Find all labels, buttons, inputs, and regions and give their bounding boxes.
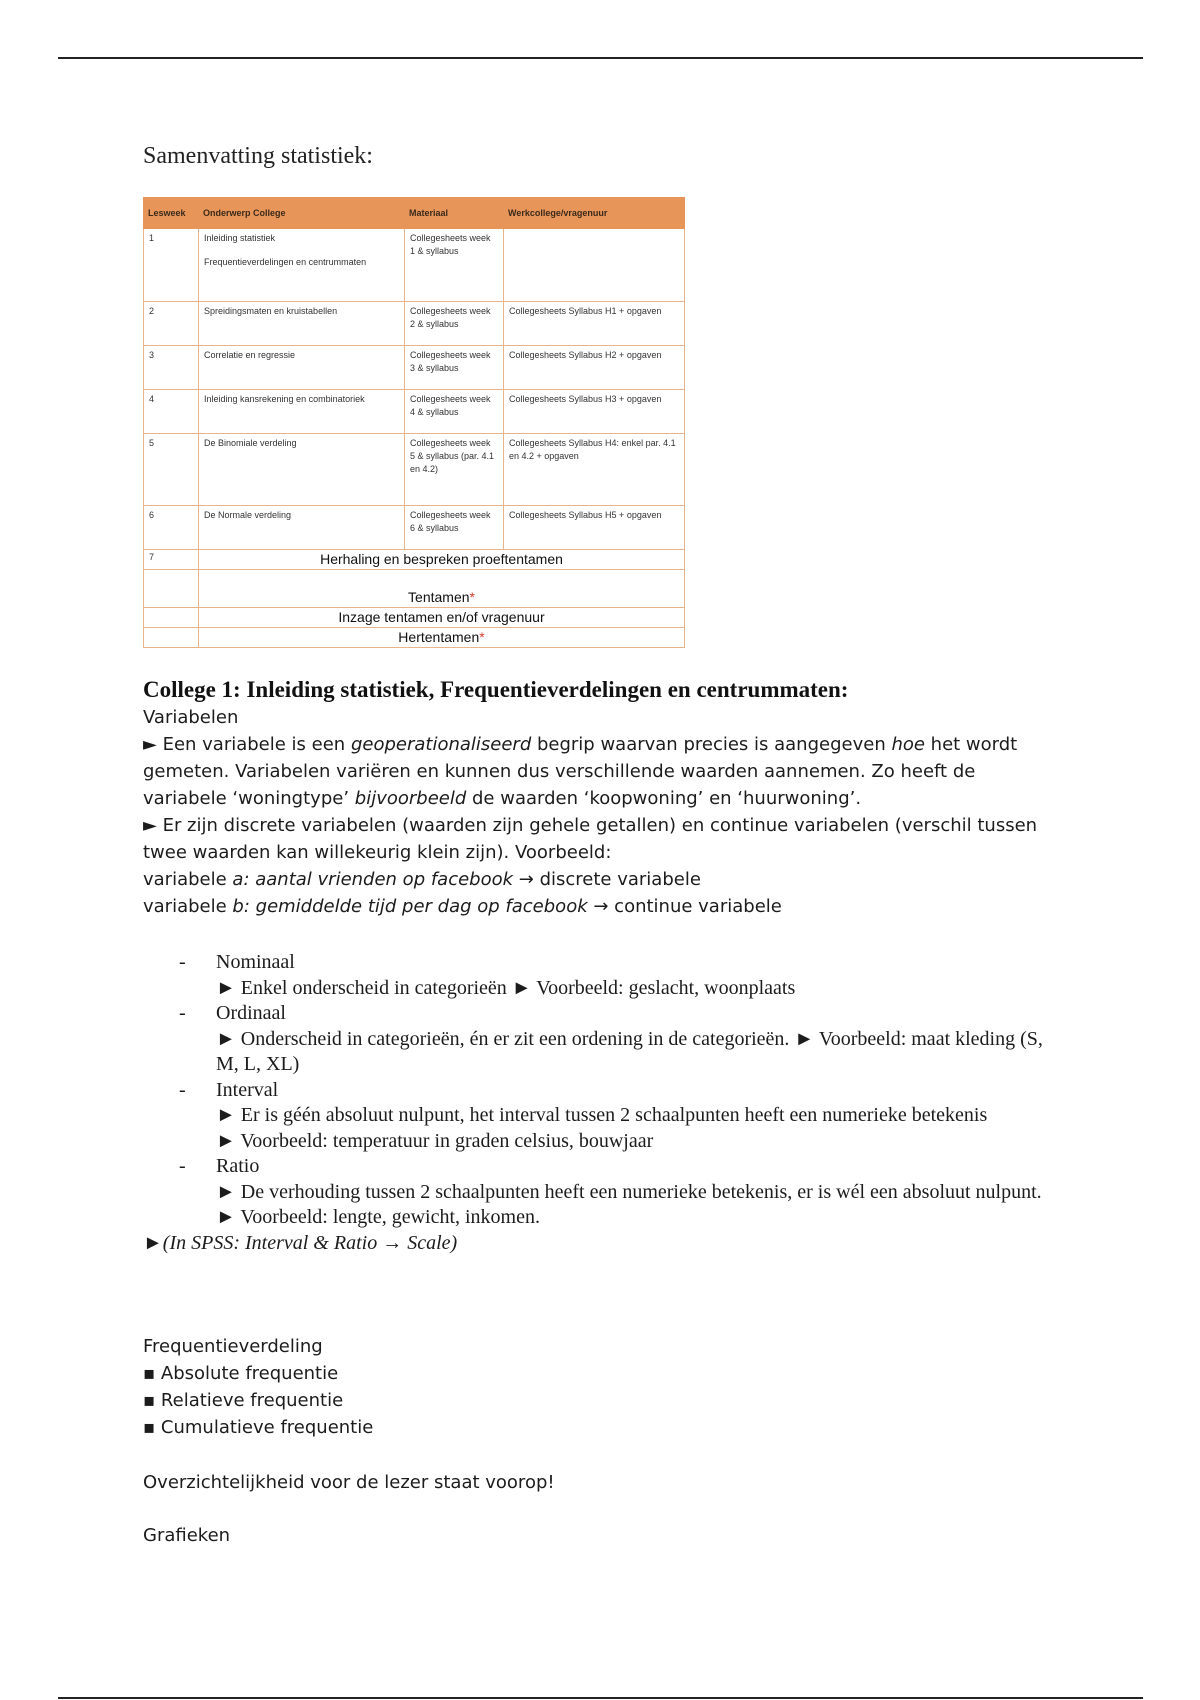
text-run: variabele bbox=[143, 896, 233, 917]
cell-topic: De Normale verdeling bbox=[199, 506, 405, 550]
cell-week: 5 bbox=[144, 434, 199, 506]
text-run: → continue variabele bbox=[587, 896, 782, 917]
document-title: Samenvatting statistiek: bbox=[143, 143, 373, 169]
variabelen-heading: Variabelen bbox=[143, 707, 239, 728]
level-line: ► Er is géén absoluut nulpunt, het interval tussen 2 schaalpunten heeft een numerieke betekenis bbox=[216, 1104, 988, 1126]
cell-topic: Correlatie en regressie bbox=[199, 346, 405, 390]
header-onderwerp: Onderwerp College bbox=[199, 198, 405, 229]
cell-material: Collegesheets week 4 & syllabus bbox=[405, 390, 504, 434]
header-materiaal: Materiaal bbox=[405, 198, 504, 229]
level-item bbox=[143, 950, 1043, 1001]
table-row bbox=[144, 570, 685, 608]
topic-line: Frequentieverdelingen en centrummaten bbox=[204, 257, 367, 267]
level-name: Nominaal bbox=[216, 951, 295, 973]
spss-note bbox=[143, 1231, 1043, 1257]
frequentie-heading: Frequentieverdeling bbox=[143, 1336, 323, 1357]
example-a bbox=[143, 866, 1043, 893]
cell-material: Collegesheets week 3 & syllabus bbox=[405, 346, 504, 390]
level-line: ► Voorbeeld: lengte, gewicht, inkomen. bbox=[216, 1206, 540, 1228]
level-item bbox=[143, 1001, 1043, 1078]
cell-material: Collegesheets week 5 & syllabus (par. 4.1 en 4.2) bbox=[405, 434, 504, 506]
dash-bullet: - bbox=[179, 1002, 186, 1024]
list-item: ▪ Cumulatieve frequentie bbox=[143, 1417, 374, 1438]
cell-week: 3 bbox=[144, 346, 199, 390]
text-run: bijvoorbeeld bbox=[354, 788, 467, 809]
cell-week: 6 bbox=[144, 506, 199, 550]
cell-week: 2 bbox=[144, 302, 199, 346]
list-item: ▪ Relatieve frequentie bbox=[143, 1390, 344, 1411]
variabelen-definition bbox=[143, 731, 1043, 812]
cell-work: Collegesheets Syllabus H3 + opgaven bbox=[504, 390, 685, 434]
text-run: ► Een variabele is een bbox=[143, 734, 351, 755]
table-row bbox=[144, 229, 685, 302]
table-row bbox=[144, 506, 685, 550]
dash-bullet: - bbox=[179, 1155, 186, 1177]
header-werkcollege: Werkcollege/vragenuur bbox=[504, 198, 685, 229]
cell-material: Collegesheets week 1 & syllabus bbox=[405, 229, 504, 302]
level-name: Interval bbox=[216, 1078, 279, 1101]
cell-week bbox=[144, 628, 199, 648]
level-name: Ratio bbox=[216, 1155, 260, 1177]
level-line: ► De verhouding tussen 2 schaalpunten heeft een numerieke betekenis, er is wél een absoluut nulpunt. bbox=[216, 1180, 1042, 1203]
herhaling-cell: Herhaling en bespreken proeftentamen bbox=[199, 550, 685, 570]
cell-week: 7 bbox=[144, 550, 199, 570]
level-line: ► Onderscheid in categorieën, én er zit een ordening in de categorieën. ► Voorbeeld: maat kleding (S, M, L, XL) bbox=[216, 1027, 1043, 1075]
dash-bullet: - bbox=[179, 951, 186, 973]
table-row bbox=[144, 302, 685, 346]
cell-topic: De Binomiale verdeling bbox=[199, 434, 405, 506]
cell-week: 4 bbox=[144, 390, 199, 434]
cell-material: Collegesheets week 6 & syllabus bbox=[405, 506, 504, 550]
asterisk: * bbox=[469, 589, 475, 605]
spss-note-text: (In SPSS: Interval & Ratio → Scale) bbox=[162, 1231, 458, 1254]
level-line: ► Voorbeeld: temperatuur in graden celsius, bouwjaar bbox=[216, 1129, 654, 1152]
table-row bbox=[144, 434, 685, 506]
overzicht-text: Overzichtelijkheid voor de lezer staat voorop! bbox=[143, 1472, 555, 1493]
dash-bullet: - bbox=[179, 1078, 186, 1101]
table-row bbox=[144, 628, 685, 648]
text-run: hoe bbox=[891, 734, 925, 755]
list-item: ▪ Absolute frequentie bbox=[143, 1363, 339, 1384]
schedule-table bbox=[143, 197, 685, 648]
level-item bbox=[143, 1078, 1043, 1155]
text-run: → discrete variabele bbox=[513, 869, 701, 890]
inzage-cell: Inzage tentamen en/of vragenuur bbox=[199, 608, 685, 628]
cell-topic: Inleiding kansrekening en combinatoriek bbox=[199, 390, 405, 434]
header-rule bbox=[58, 57, 1143, 59]
cell-work: Collegesheets Syllabus H5 + opgaven bbox=[504, 506, 685, 550]
cell-topic bbox=[199, 229, 405, 302]
text-run: variabele bbox=[143, 869, 233, 890]
variabelen-section bbox=[143, 704, 1043, 920]
footer-rule bbox=[58, 1697, 1143, 1699]
level-line: ► Enkel onderscheid in categorieën ► Voorbeeld: geslacht, woonplaats bbox=[216, 976, 796, 999]
cell-work: Collegesheets Syllabus H1 + opgaven bbox=[504, 302, 685, 346]
text-run: a bbox=[232, 869, 244, 890]
cell-week: 1 bbox=[144, 229, 199, 302]
tentamen-cell bbox=[199, 570, 685, 608]
header-lesweek: Lesweek bbox=[144, 198, 199, 229]
asterisk: * bbox=[479, 629, 485, 645]
table-row bbox=[144, 608, 685, 628]
text-run: : gemiddelde tijd per dag op facebook bbox=[243, 896, 588, 917]
text-run: geoperationaliseerd bbox=[350, 734, 532, 755]
table-row bbox=[144, 550, 685, 570]
topic-line: Inleiding statistiek bbox=[204, 233, 276, 243]
discrete-continue-text: ► Er zijn discrete variabelen (waarden zijn gehele getallen) en continue variabelen (verschil tussen twee waarden kan willekeurig klein zijn). Voorbeeld: bbox=[143, 815, 1038, 863]
table-header-row bbox=[144, 198, 685, 229]
example-b bbox=[143, 893, 1043, 920]
cell-week bbox=[144, 570, 199, 608]
grafieken-heading: Grafieken bbox=[143, 1525, 231, 1546]
arrow-icon: ► bbox=[143, 1231, 163, 1254]
cell-work: Collegesheets Syllabus H2 + opgaven bbox=[504, 346, 685, 390]
text-run: de waarden ‘koopwoning’ en ‘huurwoning’. bbox=[466, 788, 862, 809]
text-run: : aantal vrienden op facebook bbox=[243, 869, 514, 890]
cell-material: Collegesheets week 2 & syllabus bbox=[405, 302, 504, 346]
table-row bbox=[144, 390, 685, 434]
level-item bbox=[143, 1154, 1043, 1231]
text-run: begrip waarvan precies is aangegeven bbox=[531, 734, 892, 755]
frequentie-section bbox=[143, 1333, 373, 1441]
tentamen-label: Tentamen bbox=[408, 589, 470, 605]
cell-work bbox=[504, 229, 685, 302]
text-run: b bbox=[232, 896, 244, 917]
hertentamen-cell bbox=[199, 628, 685, 648]
text-run: het wordt gemeten. Variabelen variëren en kunnen dus verschillende waarden aannemen. Zo heeft de variabele ‘woningtype’ bbox=[143, 734, 1018, 809]
level-name: Ordinaal bbox=[216, 1002, 286, 1024]
cell-work: Collegesheets Syllabus H4: enkel par. 4.1 en 4.2 + opgaven bbox=[504, 434, 685, 506]
hertentamen-label: Hertentamen bbox=[398, 629, 480, 645]
cell-week bbox=[144, 608, 199, 628]
cell-topic: Spreidingsmaten en kruistabellen bbox=[199, 302, 405, 346]
measurement-levels bbox=[143, 950, 1043, 1256]
college-heading: College 1: Inleiding statistiek, Frequentieverdelingen en centrummaten: bbox=[143, 677, 849, 702]
table-row bbox=[144, 346, 685, 390]
